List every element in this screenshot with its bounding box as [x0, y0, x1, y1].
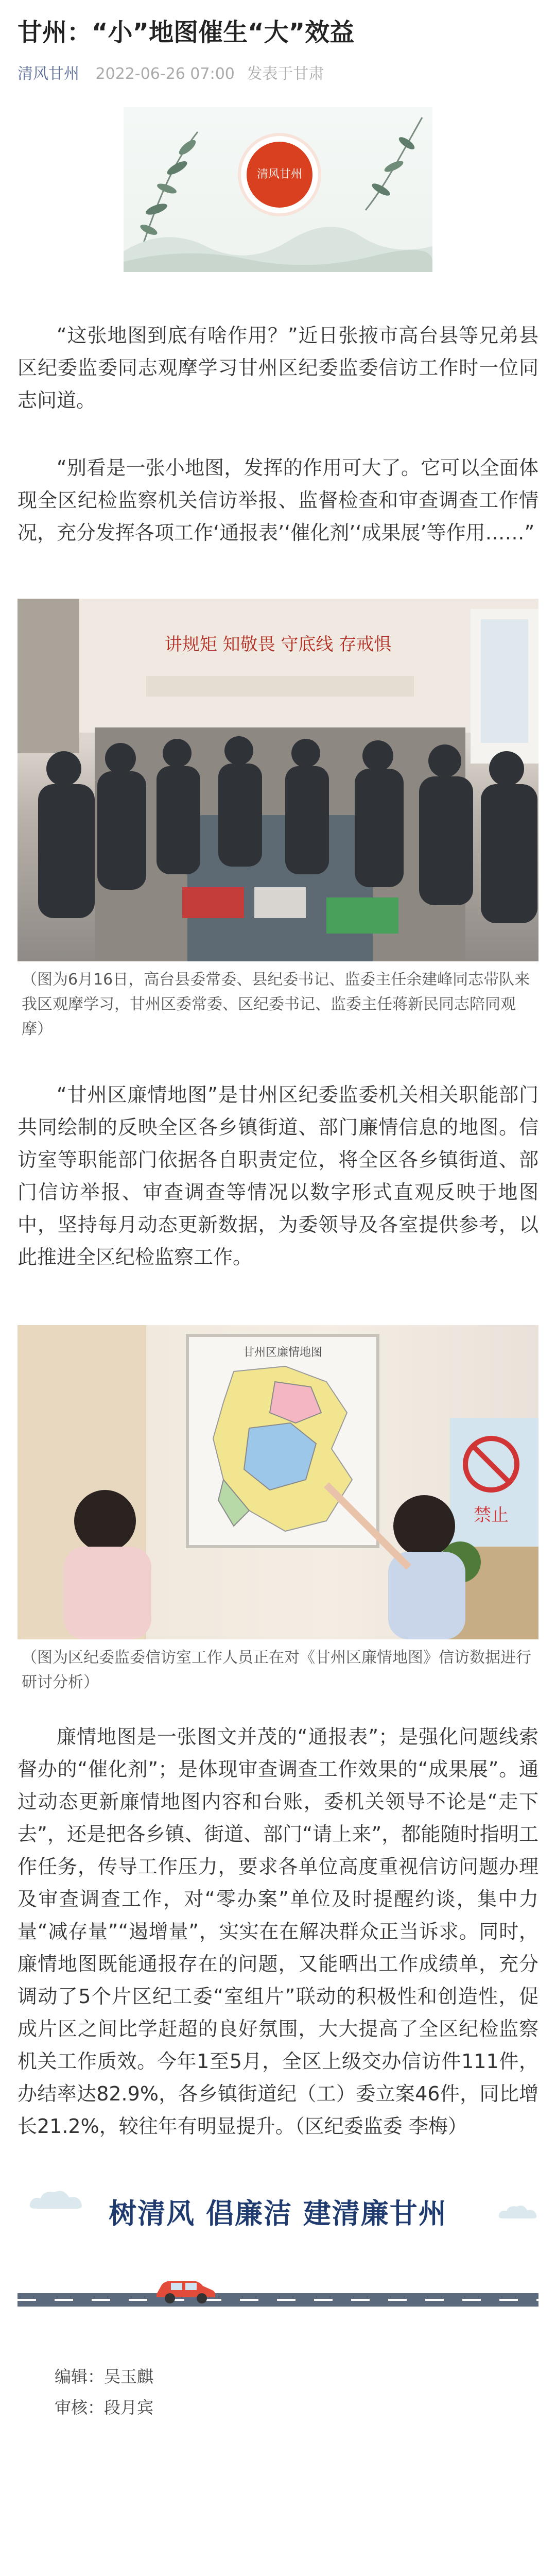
cloud-icon	[497, 2204, 538, 2220]
meeting-scene-illustration	[18, 599, 538, 961]
branch-decoration-icon	[360, 112, 427, 215]
poster-text: 禁止	[474, 1505, 509, 1526]
wall-banner-text: 讲规矩 知敬畏 守底线 存戒惧	[164, 634, 392, 655]
paragraph: “别看是一张小地图，发挥的作用可大了。它可以全面体现全区纪检监察机关信访举报、监督检查和审查调查工作情况，充分发挥各项工作‘通报表’‘催化剂’‘成果展’等作用……”	[18, 456, 538, 544]
paragraph: 廉情地图是一张图文并茂的“通报表”；是强化问题线索督办的“催化剂”；是体现审查调查工作效果的“成果展”。通过动态更新廉情地图内容和台账，委机关领导不论是“走下去”，还是把各乡镇、街道、部门“请上来”，都能随时指明工作任务，传导工作压力，要求各单位高度重视信访问题办理及审查调查工作，对“零办案”单位及时提醒约谈，集中力量“减存量”“遏增量”，实实在在解决群众正当诉求。同时，廉情地图既能通报存在的问题，又能晒出工作成绩单，充分调动了5个片区纪工委“室组片”联动的积极性和创造性，促成片区之间比学赶超的良好氛围，大大提高了全区纪检监察机关工作质效。今年1至5月，全区上级交办信访件111件，办结率达82.9%，各乡镇街道纪（工）委立案46件，同比增长21.2%，较往年有明显提升。（区纪委监委 李梅）	[18, 1725, 538, 2138]
map-title-text: 甘州区廉情地图	[242, 1346, 323, 1359]
account-name-link[interactable]: 清风甘州	[18, 65, 79, 83]
article-title: 甘州：“小”地图催生“大”效益	[18, 18, 355, 47]
slogan-banner	[18, 2183, 538, 2245]
cover-image-wrapper	[18, 107, 538, 272]
road-dash	[18, 2299, 538, 2301]
car-icon	[151, 2274, 218, 2304]
road-divider	[18, 2253, 538, 2320]
map-discussion-illustration	[18, 1325, 538, 1639]
mountain-decoration-icon	[124, 210, 432, 272]
paragraph: “甘州区廉情地图”是甘州区纪委监委机关相关职能部门共同绘制的反映全区各乡镇街道、部门廉情信息的地图。信访室等职能部门依据各自职责定位，将全区各乡镇街道、部门信访举报、审查调查等情况以数字形式直观反映于地图中，坚持每月动态更新数据，为委领导及各室提供参考，以此推进全区纪检监察工作。	[18, 1083, 538, 1268]
slogan-text: 树清风 倡廉洁 建清廉甘州	[109, 2197, 447, 2230]
paragraph: “这张地图到底有啥作用？”近日张掖市高台县等兄弟县区纪委监委同志观摩学习甘州区纪委监委信访工作时一位同志问道。	[18, 324, 538, 412]
cover-image[interactable]	[124, 107, 432, 272]
photo-caption: （图为区纪委监委信访室工作人员正在对《甘州区廉情地图》信访数据进行研讨分析）	[22, 1649, 531, 1691]
observation-photo[interactable]	[18, 599, 538, 961]
editor-credit: 编辑：吴玉麒	[55, 2367, 154, 2386]
seal-logo-text: 清风甘州	[247, 142, 312, 208]
article-meta	[18, 64, 538, 84]
article-footer	[18, 2361, 538, 2423]
publish-date: 2022-06-26 07:00	[95, 65, 235, 83]
reviewer-credit: 审核：段月宾	[55, 2398, 154, 2417]
seal-logo	[241, 136, 318, 213]
publish-location: 发表于甘肃	[247, 65, 324, 83]
photo-caption: （图为6月16日，高台县委常委、县纪委书记、监委主任余建峰同志带队来我区观摩学习，甘州区委常委、区纪委书记、监委主任蒋新民同志陪同观摩）	[22, 971, 530, 1038]
cloud-icon	[28, 2188, 84, 2211]
map-discussion-photo[interactable]	[18, 1325, 538, 1639]
